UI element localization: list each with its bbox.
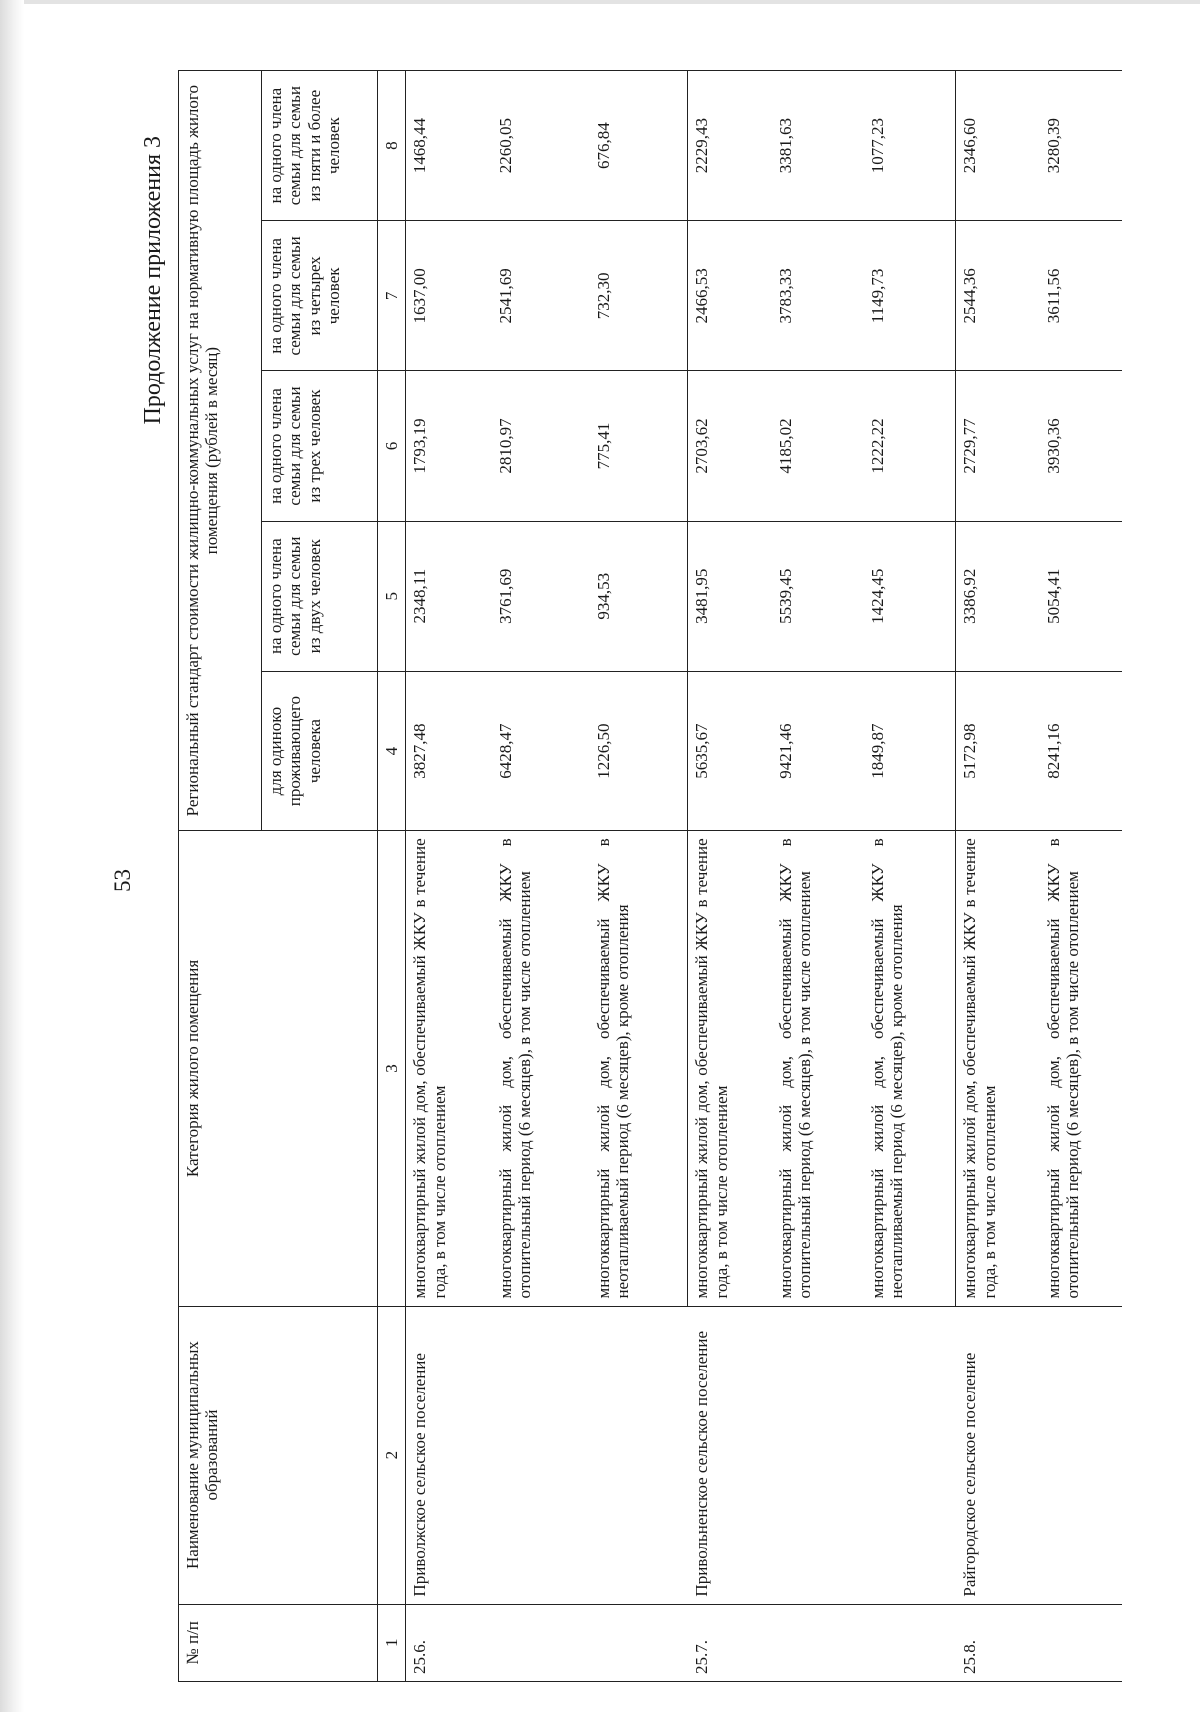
header-sub-three: на одного члена семьи для семьи из трех человек bbox=[262, 371, 378, 521]
column-number-row bbox=[378, 71, 406, 1682]
value-cell: 2703,62 bbox=[688, 371, 772, 521]
column-number: 2 bbox=[378, 1306, 406, 1604]
value-cell: 1468,44 bbox=[406, 71, 492, 221]
standards-table bbox=[178, 70, 1122, 1682]
value-cell: 1849,87 bbox=[864, 671, 956, 831]
header-category: Категория жилого помещения bbox=[179, 831, 378, 1306]
table-row bbox=[956, 71, 1040, 1682]
value-cell: 2348,11 bbox=[406, 521, 492, 671]
value-cell: 2541,69 bbox=[492, 221, 590, 371]
column-number: 8 bbox=[378, 71, 406, 221]
value-cell: 1226,50 bbox=[590, 671, 688, 831]
value-cell: 9421,46 bbox=[772, 671, 864, 831]
value-cell: 1793,19 bbox=[406, 371, 492, 521]
value-cell: 3930,36 bbox=[1040, 371, 1122, 521]
header-group: Региональный стандарт стоимости жилищно-коммунальных услуг на нормативную площадь жилого помещения (рублей в месяц) bbox=[179, 71, 262, 831]
category-cell: многоквартирный жилой дом, обеспечиваемый ЖКУ в течение года, в том числе отоплением bbox=[956, 831, 1040, 1306]
column-number: 6 bbox=[378, 371, 406, 521]
value-cell: 2810,97 bbox=[492, 371, 590, 521]
category-cell: многоквартирный жилой дом, обеспечиваемый ЖКУ в неотапливаемый период (6 месяцев), кроме отопления bbox=[864, 831, 956, 1306]
value-cell: 3381,63 bbox=[772, 71, 864, 221]
value-cell: 8241,16 bbox=[1040, 671, 1122, 831]
table-row bbox=[688, 71, 772, 1682]
header-sub-single: для одиноко проживающего человека bbox=[262, 671, 378, 831]
value-cell: 3783,33 bbox=[772, 221, 864, 371]
value-cell: 2346,60 bbox=[956, 71, 1040, 221]
page-number: 53 bbox=[110, 869, 135, 892]
column-number: 7 bbox=[378, 221, 406, 371]
value-cell: 4185,02 bbox=[772, 371, 864, 521]
header-name: Наименование муниципальных образований bbox=[179, 1306, 378, 1604]
column-number: 5 bbox=[378, 521, 406, 671]
row-code: 25.6. bbox=[406, 1604, 688, 1681]
table-row bbox=[406, 71, 492, 1682]
value-cell: 676,84 bbox=[590, 71, 688, 221]
value-cell: 2466,53 bbox=[688, 221, 772, 371]
category-cell: многоквартирный жилой дом, обеспечиваемый ЖКУ в течение года, в том числе отоплением bbox=[406, 831, 492, 1306]
header-row-top bbox=[179, 71, 262, 1682]
column-number: 4 bbox=[378, 671, 406, 831]
value-cell: 5054,41 bbox=[1040, 521, 1122, 671]
category-cell: многоквартирный жилой дом, обеспечиваемый ЖКУ в неотапливаемый период (6 месяцев), кроме отопления bbox=[590, 831, 688, 1306]
value-cell: 2260,05 bbox=[492, 71, 590, 221]
value-cell: 1149,73 bbox=[864, 221, 956, 371]
category-cell: многоквартирный жилой дом, обеспечиваемый ЖКУ в отопительный период (6 месяцев), в том числе отоплением bbox=[492, 831, 590, 1306]
value-cell: 2544,36 bbox=[956, 221, 1040, 371]
header-num: № п/п bbox=[179, 1604, 378, 1681]
value-cell: 1077,23 bbox=[864, 71, 956, 221]
category-cell: многоквартирный жилой дом, обеспечиваемый ЖКУ в отопительный период (6 месяцев), в том числе отоплением bbox=[1040, 831, 1122, 1306]
value-cell: 5539,45 bbox=[772, 521, 864, 671]
municipality-name: Райгородское сельское поселение bbox=[956, 1306, 1122, 1604]
value-cell: 5172,98 bbox=[956, 671, 1040, 831]
value-cell: 3611,56 bbox=[1040, 221, 1122, 371]
header-sub-two: на одного члена семьи для семьи из двух человек bbox=[262, 521, 378, 671]
category-cell: многоквартирный жилой дом, обеспечиваемый ЖКУ в течение года, в том числе отоплением bbox=[688, 831, 772, 1306]
value-cell: 3827,48 bbox=[406, 671, 492, 831]
value-cell: 3481,95 bbox=[688, 521, 772, 671]
value-cell: 2729,77 bbox=[956, 371, 1040, 521]
value-cell: 3386,92 bbox=[956, 521, 1040, 671]
value-cell: 732,30 bbox=[590, 221, 688, 371]
municipality-name: Привольненское сельское поселение bbox=[688, 1306, 956, 1604]
value-cell: 1637,00 bbox=[406, 221, 492, 371]
row-code: 25.7. bbox=[688, 1604, 956, 1681]
value-cell: 3280,39 bbox=[1040, 71, 1122, 221]
category-cell: многоквартирный жилой дом, обеспечиваемый ЖКУ в отопительный период (6 месяцев), в том числе отоплением bbox=[772, 831, 864, 1306]
row-code: 25.8. bbox=[956, 1604, 1122, 1681]
header-sub-five: на одного члена семьи для семьи из пяти и более человек bbox=[262, 71, 378, 221]
value-cell: 6428,47 bbox=[492, 671, 590, 831]
value-cell: 3761,69 bbox=[492, 521, 590, 671]
header-sub-four: на одного члена семьи для семьи из четырех человек bbox=[262, 221, 378, 371]
column-number: 3 bbox=[378, 831, 406, 1306]
value-cell: 934,53 bbox=[590, 521, 688, 671]
continuation-title: Продолжение приложения 3 bbox=[140, 136, 166, 425]
value-cell: 1424,45 bbox=[864, 521, 956, 671]
value-cell: 775,41 bbox=[590, 371, 688, 521]
column-number: 1 bbox=[378, 1604, 406, 1681]
value-cell: 5635,67 bbox=[688, 671, 772, 831]
value-cell: 1222,22 bbox=[864, 371, 956, 521]
value-cell: 2229,43 bbox=[688, 71, 772, 221]
municipality-name: Приволжское сельское поселение bbox=[406, 1306, 688, 1604]
